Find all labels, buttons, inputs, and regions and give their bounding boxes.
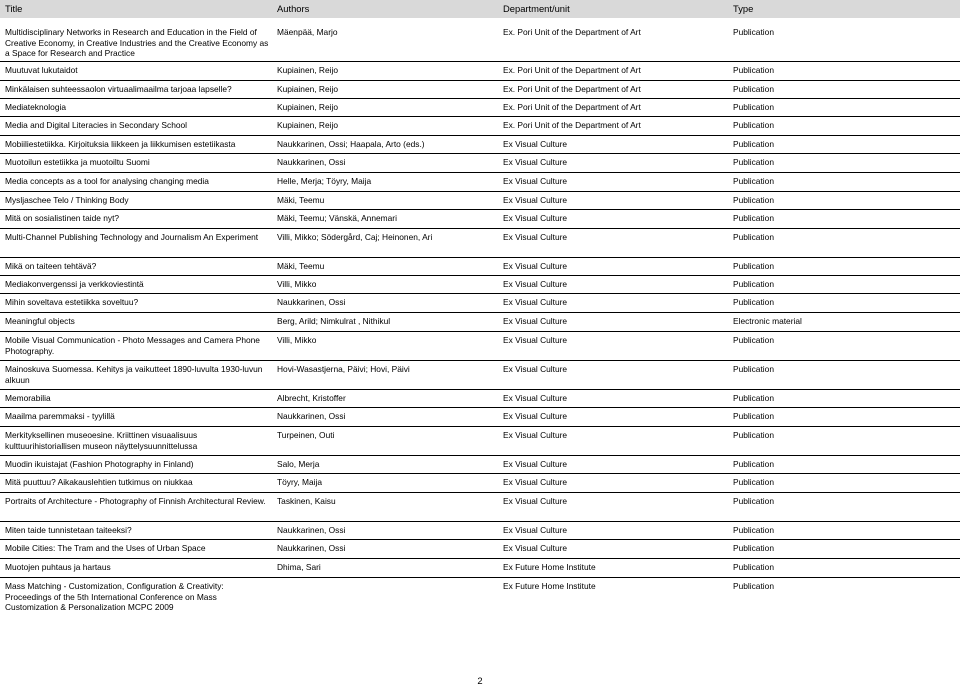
row-separator (0, 312, 960, 313)
row-separator (0, 331, 960, 332)
row-separator (0, 228, 960, 229)
cell-type: Publication (733, 393, 774, 403)
cell-title: Mediakonvergenssi ja verkkoviestintä (5, 279, 144, 289)
cell-authors: Taskinen, Kaisu (277, 496, 336, 506)
page-number: 2 (477, 675, 483, 686)
row-separator (0, 61, 960, 62)
row-separator (0, 577, 960, 578)
cell-title: Muodin ikuistajat (Fashion Photography in Finland) (5, 459, 194, 469)
cell-title: Mediateknologia (5, 102, 66, 112)
cell-type: Publication (733, 562, 774, 572)
cell-authors: Salo, Merja (277, 459, 320, 469)
cell-type: Publication (733, 335, 774, 345)
cell-department: Ex Future Home Institute (503, 562, 596, 572)
cell-title: Muotoilun estetiikka ja muotoiltu Suomi (5, 157, 150, 167)
row-separator (0, 80, 960, 81)
row-separator (0, 172, 960, 173)
cell-type: Publication (733, 496, 774, 506)
cell-department: Ex Visual Culture (503, 157, 568, 167)
cell-department: Ex Visual Culture (503, 176, 568, 186)
cell-title: Mihin soveltava estetiikka soveltuu? (5, 297, 139, 307)
cell-authors: Turpeinen, Outi (277, 430, 335, 440)
cell-authors: Mäki, Teemu (277, 195, 325, 205)
cell-authors: Mäki, Teemu; Vänskä, Annemari (277, 213, 397, 223)
cell-department: Ex Visual Culture (503, 261, 568, 271)
row-separator (0, 389, 960, 390)
cell-department: Ex. Pori Unit of the Department of Art (503, 65, 641, 75)
cell-authors: Villi, Mikko (277, 335, 317, 345)
table-header (0, 0, 960, 18)
cell-title: Meaningful objects (5, 316, 75, 326)
cell-department: Ex Visual Culture (503, 477, 568, 487)
cell-authors: Naukkarinen, Ossi (277, 157, 346, 167)
cell-title: Maailma paremmaksi - tyylillä (5, 411, 115, 421)
row-separator (0, 539, 960, 540)
cell-authors: Helle, Merja; Töyry, Maija (277, 176, 372, 186)
cell-type: Publication (733, 297, 774, 307)
cell-title: Mitä puuttuu? Aikakauslehtien tutkimus on niukkaa (5, 477, 193, 487)
cell-title: Media and Digital Literacies in Secondary School (5, 120, 188, 130)
cell-department: Ex Visual Culture (503, 459, 568, 469)
cell-title: Mobiiliestetiikka. Kirjoituksia liikkeen ja liikkumisen estetiikasta (5, 139, 236, 149)
cell-type: Publication (733, 27, 774, 37)
cell-type: Publication (733, 213, 774, 223)
cell-department: Ex Visual Culture (503, 543, 568, 553)
cell-title: Multi-Channel Publishing Technology and Journalism An Experiment (5, 232, 259, 242)
cell-title: Mysljaschee Telo / Thinking Body (5, 195, 129, 205)
row-separator (0, 153, 960, 154)
cell-authors: Naukkarinen, Ossi (277, 297, 346, 307)
row-separator (0, 407, 960, 408)
cell-department: Ex Visual Culture (503, 393, 568, 403)
header-authors: Authors (277, 3, 310, 14)
row-separator (0, 116, 960, 117)
cell-department: Ex. Pori Unit of the Department of Art (503, 120, 641, 130)
cell-department: Ex Visual Culture (503, 213, 568, 223)
cell-department: Ex Visual Culture (503, 335, 568, 345)
cell-type: Publication (733, 102, 774, 112)
cell-type: Publication (733, 157, 774, 167)
cell-authors: Albrecht, Kristoffer (277, 393, 346, 403)
row-separator (0, 293, 960, 294)
header-type: Type (733, 3, 754, 14)
cell-title: Portraits of Architecture - Photography of Finnish Architectural Review. (5, 496, 266, 506)
cell-department: Ex. Pori Unit of the Department of Art (503, 27, 641, 37)
header-title: Title (5, 3, 23, 14)
cell-department: Ex Visual Culture (503, 496, 568, 506)
cell-type: Publication (733, 364, 774, 374)
cell-type: Electronic material (733, 316, 802, 326)
row-separator (0, 360, 960, 361)
cell-department: Ex Visual Culture (503, 232, 568, 242)
cell-authors: Mäenpää, Marjo (277, 27, 338, 37)
cell-type: Publication (733, 430, 774, 440)
cell-authors: Kupiainen, Reijo (277, 102, 338, 112)
cell-authors: Villi, Mikko (277, 279, 317, 289)
cell-department: Ex Visual Culture (503, 364, 568, 374)
row-separator (0, 473, 960, 474)
cell-authors: Kupiainen, Reijo (277, 120, 338, 130)
cell-department: Ex Visual Culture (503, 297, 568, 307)
cell-type: Publication (733, 411, 774, 421)
cell-authors: Naukkarinen, Ossi (277, 543, 346, 553)
cell-title: Multidisciplinary Networks in Research and Education in the Field of Creative Economy, in Creative Industries and the Creative Economy as a Space for Research and Practice (5, 27, 269, 59)
cell-type: Publication (733, 279, 774, 289)
row-separator (0, 558, 960, 559)
cell-title: Mobile Visual Communication - Photo Messages and Camera Phone Photography. (5, 335, 260, 356)
cell-type: Publication (733, 120, 774, 130)
cell-title: Muutuvat lukutaidot (5, 65, 78, 75)
cell-authors: Kupiainen, Reijo (277, 84, 338, 94)
cell-department: Ex Visual Culture (503, 195, 568, 205)
cell-title: Muotojen puhtaus ja hartaus (5, 562, 111, 572)
cell-authors: Kupiainen, Reijo (277, 65, 338, 75)
row-separator (0, 135, 960, 136)
cell-type: Publication (733, 232, 774, 242)
row-separator (0, 455, 960, 456)
cell-title: Mass Matching - Customization, Configuration & Creativity: Proceedings of the 5th International Conference on Mass Customization & Personalization MCPC 2009 (5, 581, 224, 613)
cell-type: Publication (733, 477, 774, 487)
cell-type: Publication (733, 261, 774, 271)
cell-authors: Berg, Arild; Nimkulrat , Nithikul (277, 316, 391, 326)
cell-department: Ex Visual Culture (503, 279, 568, 289)
cell-title: Memorabilia (5, 393, 51, 403)
row-separator (0, 275, 960, 276)
cell-type: Publication (733, 84, 774, 94)
row-separator (0, 521, 960, 522)
cell-type: Publication (733, 65, 774, 75)
cell-type: Publication (733, 459, 774, 469)
cell-authors: Villi, Mikko; Södergård, Caj; Heinonen, Ari (277, 232, 433, 242)
cell-type: Publication (733, 543, 774, 553)
cell-authors: Mäki, Teemu (277, 261, 325, 271)
cell-title: Mainoskuva Suomessa. Kehitys ja vaikutteet 1890-luvulta 1930-luvun alkuun (5, 364, 263, 385)
row-separator (0, 98, 960, 99)
cell-authors: Dhima, Sari (277, 562, 321, 572)
cell-department: Ex Visual Culture (503, 525, 568, 535)
cell-authors: Naukkarinen, Ossi (277, 411, 346, 421)
cell-department: Ex. Pori Unit of the Department of Art (503, 102, 641, 112)
cell-title: Miten taide tunnistetaan taiteeksi? (5, 525, 132, 535)
cell-authors: Naukkarinen, Ossi (277, 525, 346, 535)
cell-type: Publication (733, 139, 774, 149)
cell-department: Ex Future Home Institute (503, 581, 596, 591)
row-separator (0, 426, 960, 427)
row-separator (0, 257, 960, 258)
cell-department: Ex. Pori Unit of the Department of Art (503, 84, 641, 94)
cell-title: Minkälaisen suhteessaolon virtuaalimaailma tarjoaa lapselle? (5, 84, 232, 94)
cell-title: Mikä on taiteen tehtävä? (5, 261, 97, 271)
cell-department: Ex Visual Culture (503, 316, 568, 326)
cell-title: Mitä on sosialistinen taide nyt? (5, 213, 120, 223)
cell-department: Ex Visual Culture (503, 139, 568, 149)
cell-authors: Hovi-Wasastjerna, Päivi; Hovi, Päivi (277, 364, 410, 374)
cell-type: Publication (733, 525, 774, 535)
cell-title: Mobile Cities: The Tram and the Uses of Urban Space (5, 543, 206, 553)
cell-authors: Töyry, Maija (277, 477, 322, 487)
cell-department: Ex Visual Culture (503, 411, 568, 421)
row-separator (0, 492, 960, 493)
cell-type: Publication (733, 195, 774, 205)
cell-title: Media concepts as a tool for analysing changing media (5, 176, 209, 186)
cell-type: Publication (733, 176, 774, 186)
row-separator (0, 191, 960, 192)
cell-authors: Naukkarinen, Ossi; Haapala, Arto (eds.) (277, 139, 425, 149)
row-separator (0, 209, 960, 210)
cell-type: Publication (733, 581, 774, 591)
header-department: Department/unit (503, 3, 570, 14)
cell-department: Ex Visual Culture (503, 430, 568, 440)
cell-title: Merkityksellinen museoesine. Kriittinen visuaalisuus kulttuurihistoriallisen museon näyttelysuunnittelussa (5, 430, 198, 451)
